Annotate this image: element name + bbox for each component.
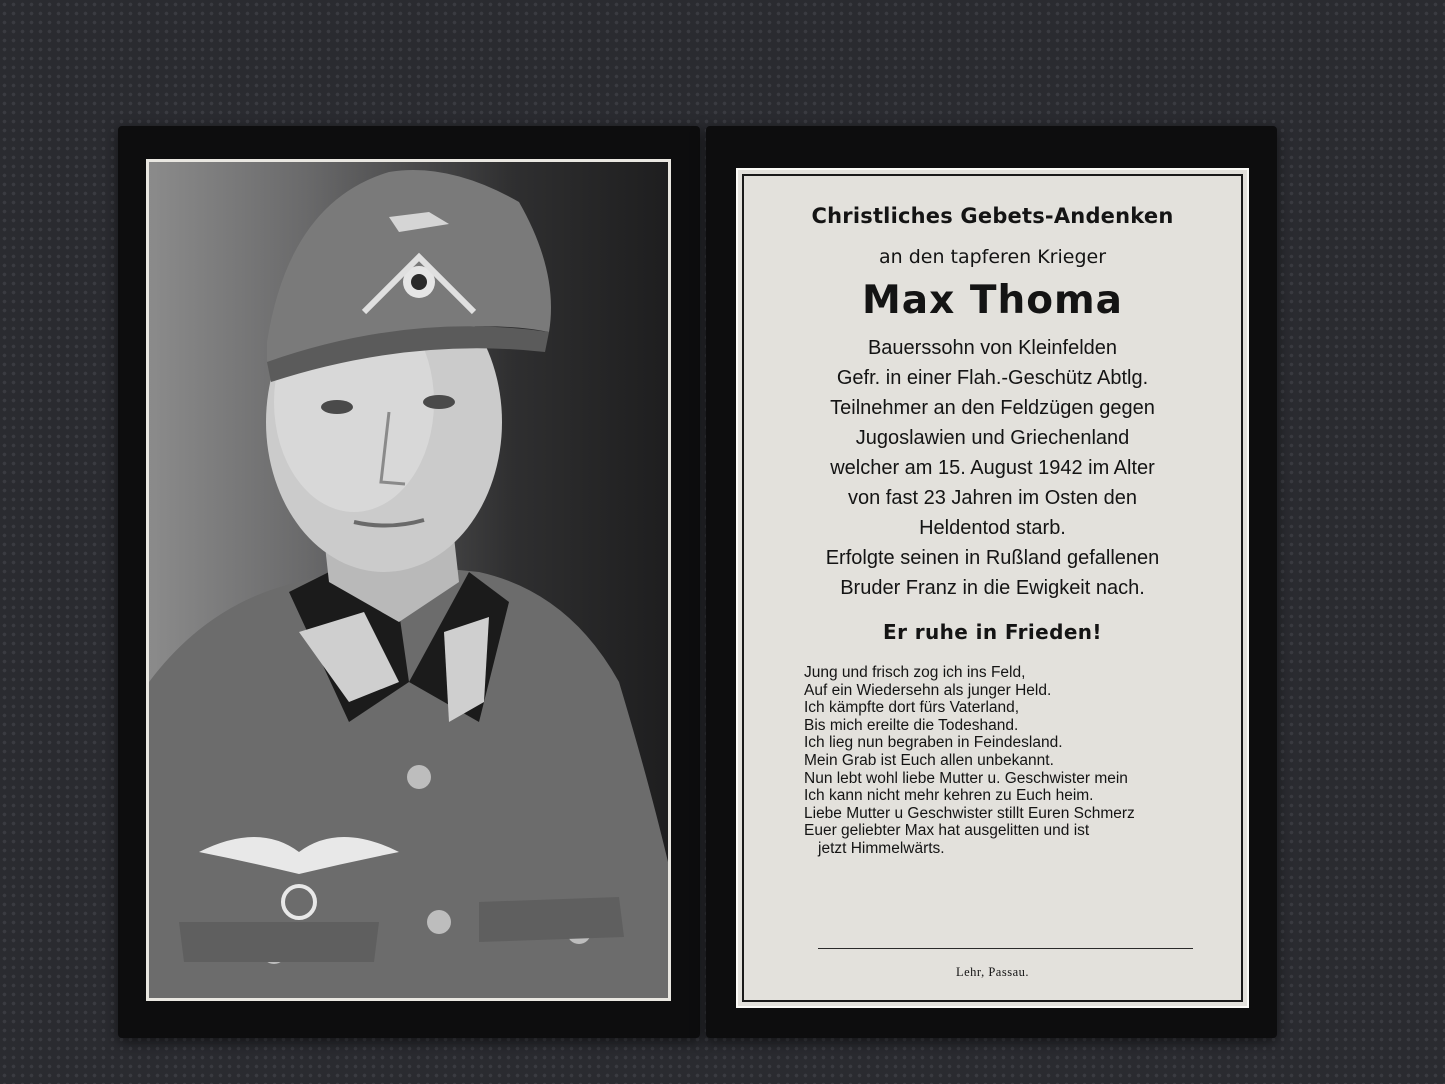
bio-line: von fast 23 Jahren im Osten den [847,487,1138,509]
soldier-portrait-photo [149,162,668,998]
bio-line: Bruder Franz in die Ewigkeit nach. [840,577,1145,599]
bio-line: Teilnehmer an den Feldzügen gegen [830,397,1155,419]
portrait-photo-frame [146,159,671,1001]
bio-line: Erfolgte seinen in Rußland gefallenen [825,547,1160,569]
bio-line: Heldentod starb. [919,517,1066,539]
memorial-poem [804,664,1233,858]
poem-line: Bis mich ereilte die Todeshand. [804,716,1019,734]
poem-line: Nun lebt wohl liebe Mutter u. Geschwister mein [804,769,1128,787]
memorial-card-left-panel [118,126,700,1038]
poem-line: Mein Grab ist Euch allen unbekannt. [804,751,1054,769]
bio-line: welcher am 15. August 1942 im Alter [830,457,1155,479]
memorial-card-right-panel [706,126,1277,1038]
poem-line: Auf ein Wiedersehn als junger Held. [804,681,1052,699]
closing-blessing: Er ruhe in Frieden! [883,620,1102,644]
poem-line: Ich lieg nun begraben in Feindesland. [804,734,1063,752]
bio-line: Jugoslawien und Griechenland [855,427,1130,449]
memorial-text-page [736,168,1249,1008]
poem-line: Liebe Mutter u Geschwister stillt Euren Schmerz [804,804,1135,822]
poem-line: Euer geliebter Max hat ausgelitten und ist [804,822,1090,840]
footer-divider [818,948,1193,949]
card-heading: Christliches Gebets-Andenken [811,204,1174,228]
bio-line: Gefr. in einer Flah.-Geschütz Abtlg. [836,367,1149,389]
soldier-portrait-icon [149,162,668,998]
poem-line: Ich kann nicht mehr kehren zu Euch heim. [804,787,1094,805]
biography [752,333,1233,603]
bio-line: Bauerssohn von Kleinfelden [867,337,1118,359]
printer-imprint: Lehr, Passau. [956,965,1029,979]
deceased-name: Max Thoma [862,278,1123,323]
poem-line: Ich kämpfte dort fürs Vaterland, [804,699,1020,717]
card-subheading: an den tapferen Krieger [878,246,1107,268]
poem-line: Jung und frisch zog ich ins Feld, [804,664,1026,681]
poem-line: jetzt Himmelwärts. [818,839,945,857]
